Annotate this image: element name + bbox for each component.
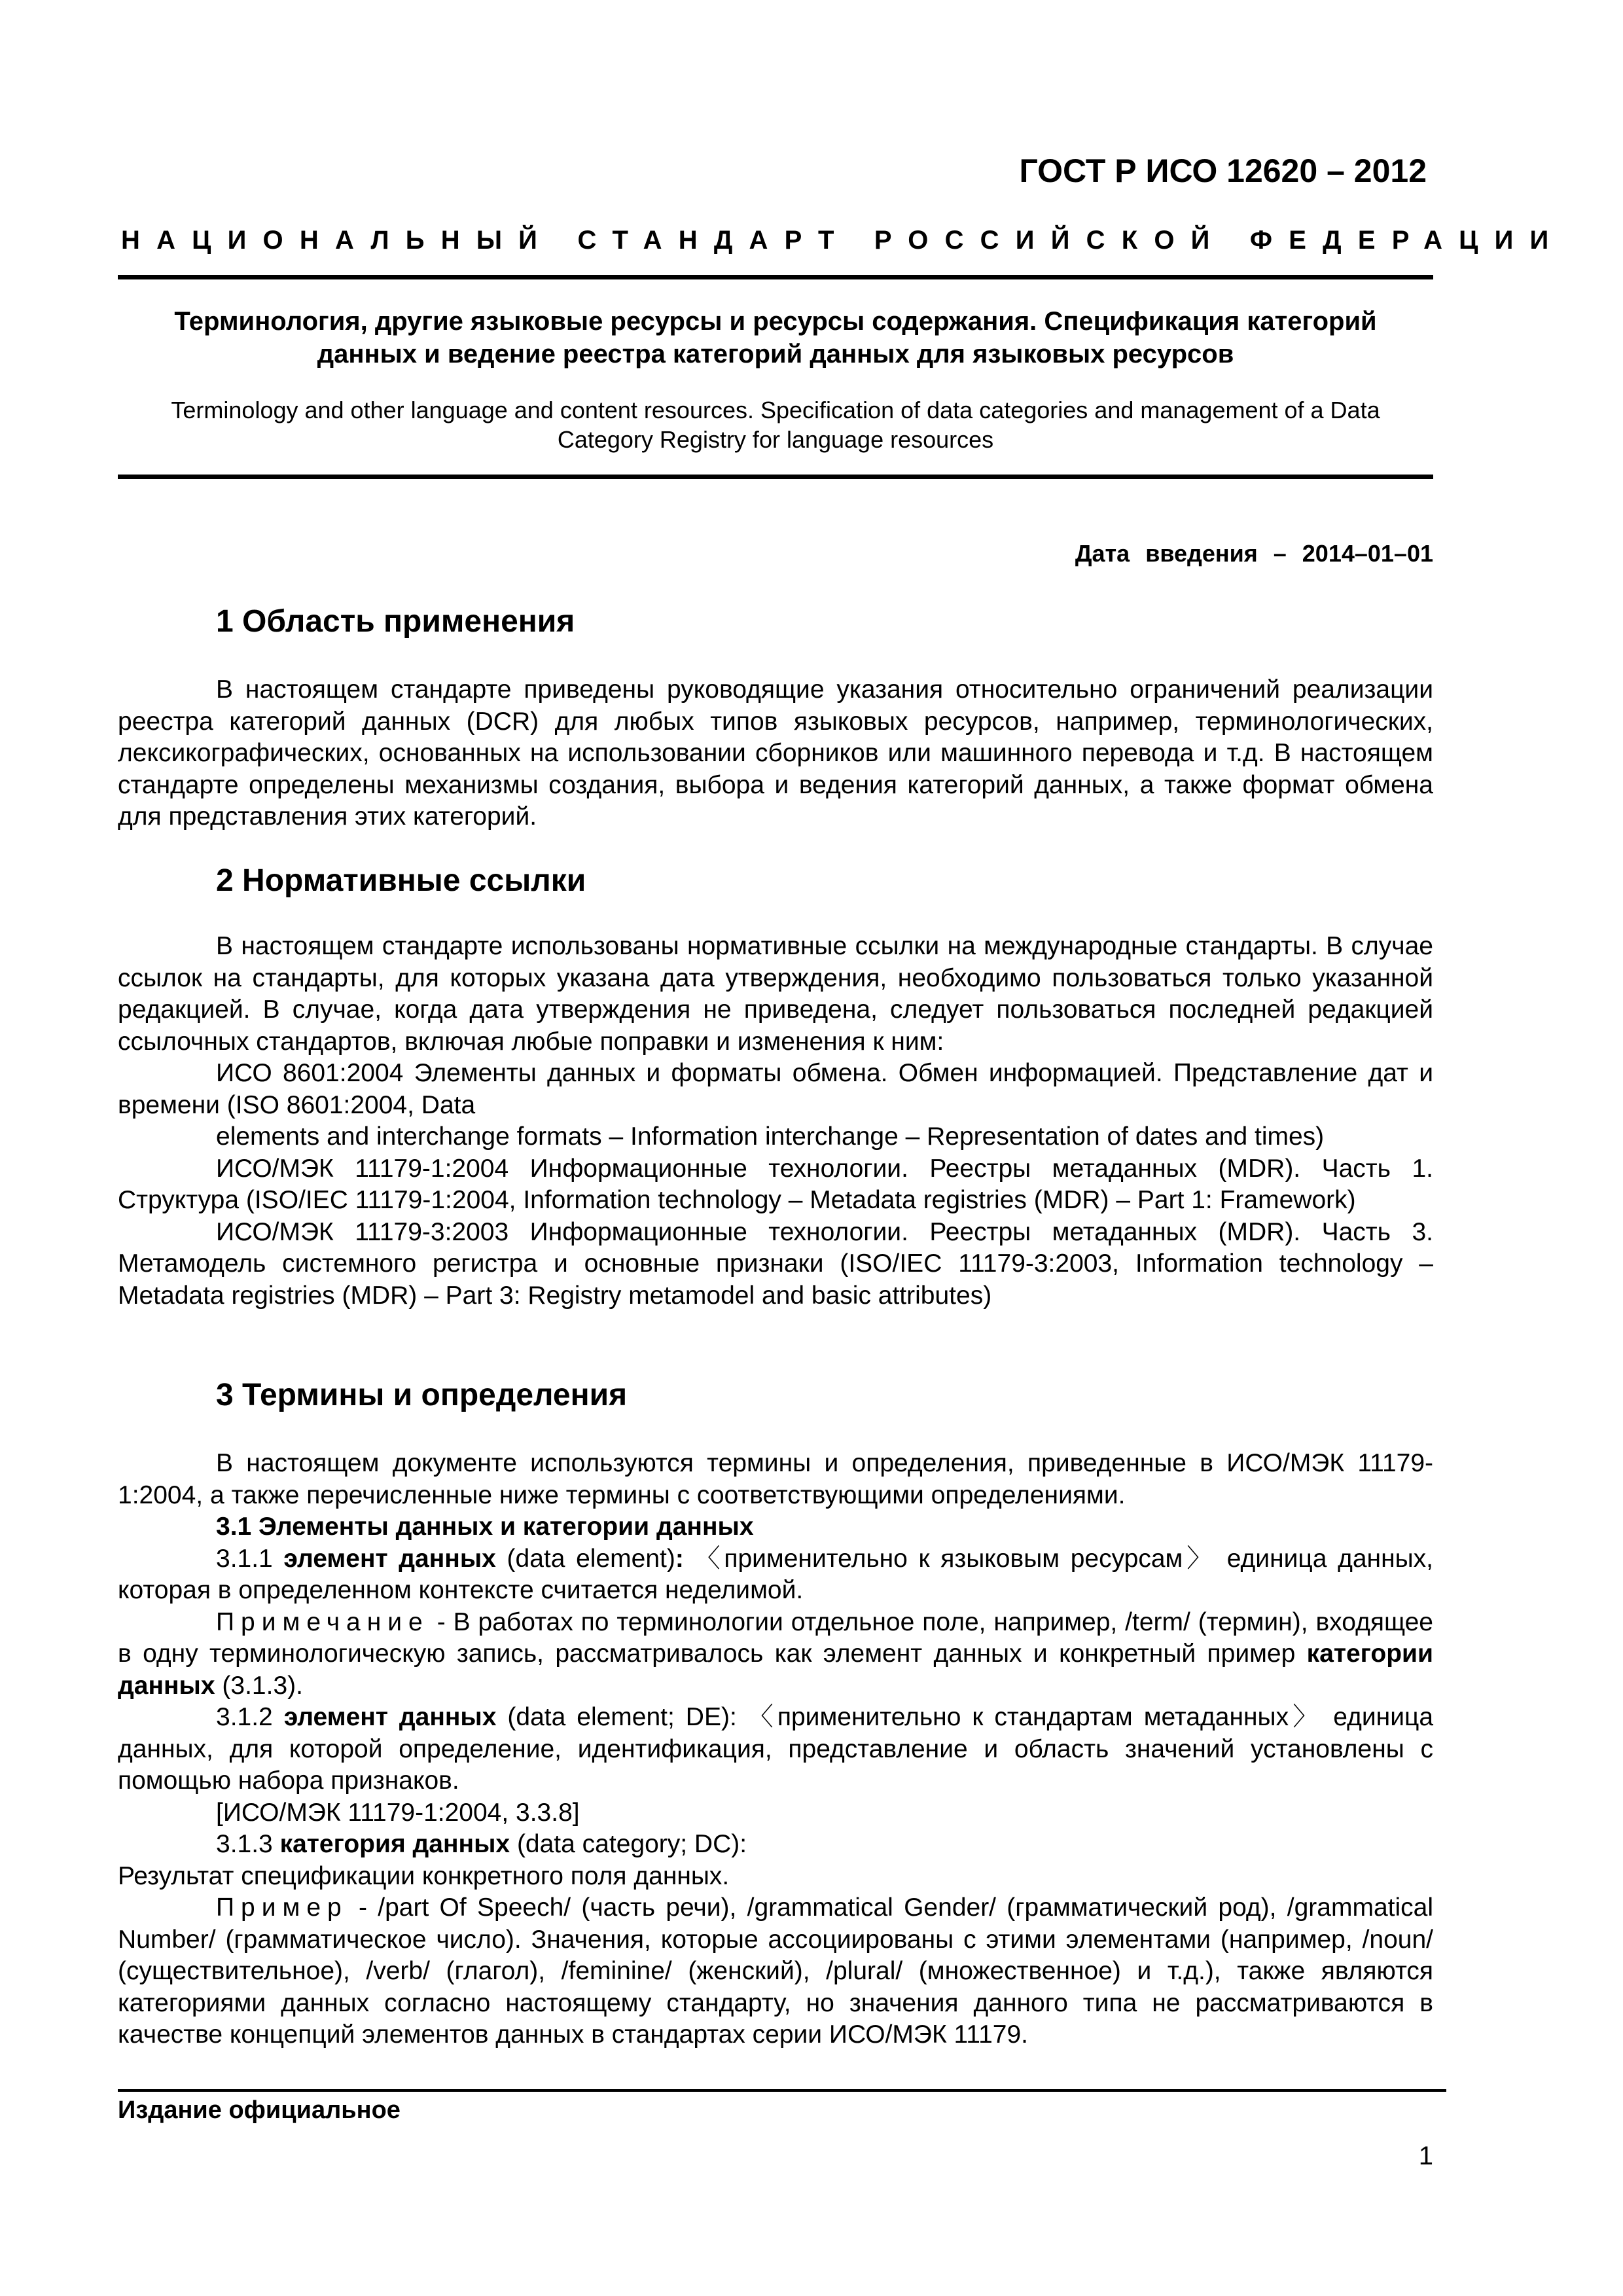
title-russian — [118, 305, 1433, 370]
title-en-line-1: Terminology and other language and content resources. Specification of data categories and management of a Data — [171, 397, 1380, 423]
term-3-1-2 — [118, 1702, 1433, 1797]
note-3-1-1 — [118, 1607, 1433, 1702]
reference-iso-iec-11179-3: ИСО/МЭК 11179-3:2003 Информационные технологии. Реестры метаданных (MDR). Часть 3. Метамодель системного регистра и основные признаки (ISO/IEC 11179-3:2003, Information technology – Metadata registries (MDR) – Part 3: Registry metamodel and basic attributes) — [118, 1217, 1433, 1310]
note-end: (3.1.3). — [222, 1671, 303, 1700]
reference-iso-8601-part-1: ИСО 8601:2004 Элементы данных и форматы обмена. Обмен информацией. Представление дат и времени (ISO 8601:2004, Data — [118, 1059, 1433, 1119]
reference-iso-iec-11179-1: ИСО/МЭК 11179-1:2004 Информационные технологии. Реестры метаданных (MDR). Часть 1. Структура (ISO/IEC 11179-1:2004, Information technology – Metadata registries (MDR) – Part 1: Framework) — [118, 1154, 1433, 1214]
reference-iso-8601-part-2: elements and interchange formats – Information interchange – Representation of dates and times) — [216, 1122, 1325, 1151]
section-2-heading: 2 Нормативные ссылки — [216, 863, 586, 898]
term-3-1-2-name: элемент данных — [283, 1703, 497, 1731]
section-3-intro: В настоящем документе используются термины и определения, приведенные в ИСО/МЭК 11179-1:2004, а также перечисленные ниже термины с соответствующими определениями. — [118, 1449, 1433, 1509]
subsection-3-1-title: 3.1 Элементы данных и категории данных — [216, 1513, 754, 1541]
term-3-1-3-number: 3.1.3 — [216, 1830, 273, 1858]
page-number: 1 — [1418, 2142, 1433, 2170]
term-3-1-1-english: (data element) — [507, 1544, 675, 1573]
title-ru-line-1: Терминология, другие языковые ресурсы и ресурсы содержания. Спецификация категорий — [174, 307, 1377, 336]
term-3-1-3-name: категория данных — [279, 1830, 510, 1858]
example-text: - /part Of Speech/ (часть речи), /grammatical Gender/ (грамматический род), /grammatical Number/ (грамматическое число). Значения, которые ассоциированы с этими элементами (например, /noun/ (существительное), /verb/ (глагол), /feminine/ (женский), /plural/ (множественное) и т.д.), также являются категориями данных согласно настоящему стандарту, но значения данного типа не рассматриваются в качестве концепций элементов данных в стандартах серии ИСО/МЭК 11179. — [118, 1893, 1433, 2049]
example-3-1-3 — [118, 1892, 1433, 2051]
subsection-3-1-heading — [118, 1511, 1433, 1543]
section-3-body — [118, 1448, 1433, 2051]
title-english — [118, 395, 1433, 454]
term-3-1-3 — [118, 1829, 1433, 1861]
note-term: категории данных — [118, 1640, 1433, 1700]
term-3-1-2-source: [ИСО/МЭК 11179-1:2004, 3.3.8] — [216, 1798, 580, 1827]
section-2-body — [118, 931, 1433, 1312]
national-standard-banner: НАЦИОНАЛЬНЫЙ СТАНДАРТ РОССИЙСКОЙ ФЕДЕРАЦИИ — [121, 226, 1565, 255]
term-3-1-3-english: (data category; DC): — [516, 1830, 747, 1858]
official-edition-label: Издание официальное — [118, 2096, 401, 2124]
title-en-line-2: Category Registry for language resources — [557, 426, 994, 453]
section-1-heading: 1 Область применения — [216, 604, 575, 639]
term-3-1-1-definition: 〈применительно к языковым ресурсам〉 единица данных, которая в определенном контексте считается неделимой. — [118, 1544, 1433, 1604]
section-3-heading: 3 Термины и определения — [216, 1378, 628, 1412]
note-label: Примечание — [216, 1607, 429, 1636]
example-label: Пример — [216, 1893, 348, 1922]
title-ru-line-2: данных и ведение реестра категорий данных для языковых ресурсов — [317, 340, 1234, 368]
note-text: - В работах по терминологии отдельное поле, например, /term/ (термин), входящее в одну терминологическую запись, рассматривалось как элемент данных и конкретный пример — [118, 1607, 1433, 1668]
section-2-paragraph: В настоящем стандарте использованы нормативные ссылки на международные стандарты. В случае ссылок на стандарты, для которых указана дата утверждения, необходимо пользоваться только указанной редакцией. В случае, когда дата утверждения не приведена, следует пользоваться последней редакцией ссылочных стандартов, включая любые поправки и изменения к ним: — [118, 932, 1433, 1056]
term-3-1-3-definition: Результат спецификации конкретного поля данных. — [118, 1861, 730, 1890]
introduction-date: Дата введения – 2014–01–01 — [1075, 540, 1433, 567]
term-3-1-2-number: 3.1.2 — [216, 1703, 273, 1731]
footer-divider — [118, 2089, 1446, 2092]
section-1-paragraph: В настоящем стандарте приведены руководящие указания относительно ограничений реализации реестра категорий данных (DCR) для любых типов языковых ресурсов, например, терминологических, лексикографических, основанных на использовании сборников или машинного перевода и т.д. В настоящем стандарте определены механизмы создания, выбора и ведения категорий данных, а также формат обмена для представления этих категорий. — [118, 675, 1433, 831]
term-3-1-1-number: 3.1.1 — [216, 1544, 273, 1573]
doc-code: ГОСТ Р ИСО 12620 – 2012 — [1019, 152, 1427, 189]
title-divider — [118, 475, 1433, 479]
term-3-1-1 — [118, 1543, 1433, 1607]
header-divider — [118, 275, 1433, 279]
term-3-1-1-name: элемент данных — [283, 1544, 496, 1573]
term-3-1-2-definition: (data element; DE): 〈применительно к стандартам метаданных〉 единица данных, для которой определение, идентификация, представление и область значений установлены с помощью набора признаков. — [118, 1703, 1434, 1795]
section-1-body — [118, 674, 1433, 833]
term-3-1-1-colon: : — [675, 1544, 684, 1573]
